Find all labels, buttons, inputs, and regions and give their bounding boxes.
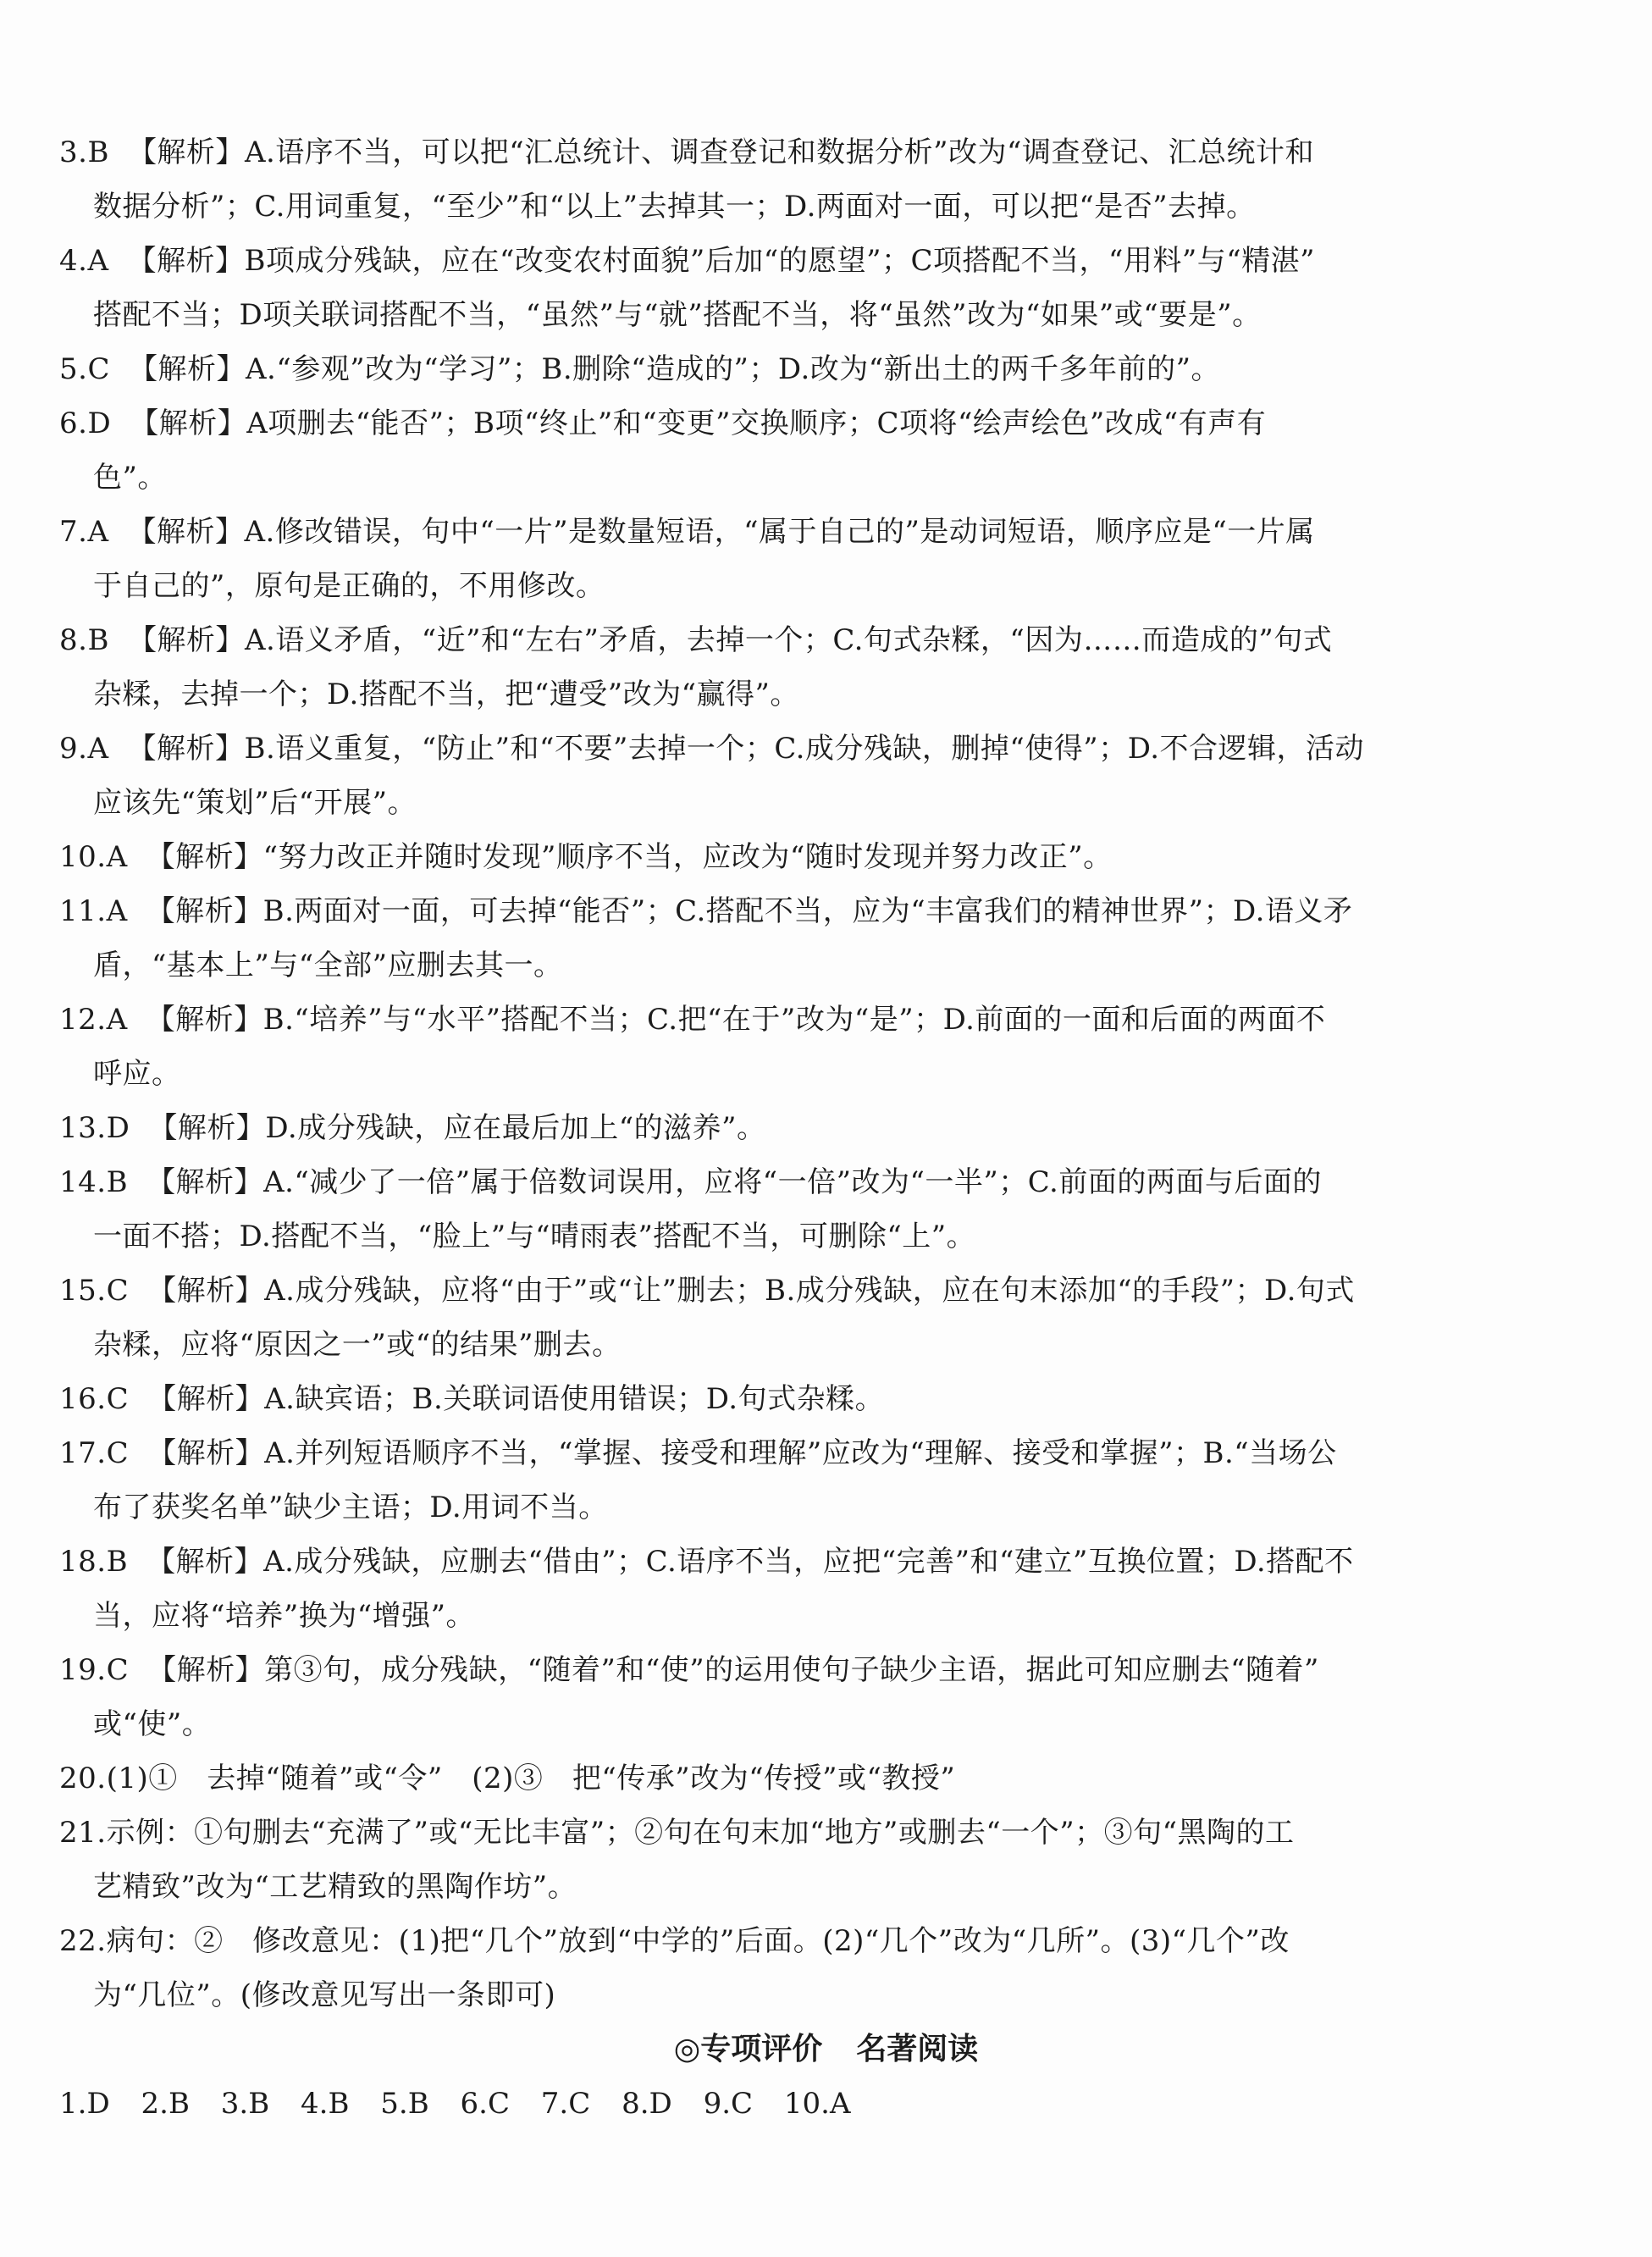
answer-entry-15 (59, 1264, 1410, 1372)
entry-number: 5.C (59, 352, 110, 386)
entry-text: A.语义矛盾，“近”和“左右”矛盾，去掉一个；C.句式杂糅，“因为……而造成的”句式 (244, 623, 1333, 657)
answer-entry-5 (59, 342, 1410, 396)
analysis-tag: 【解析】 (127, 515, 245, 549)
entry-number: 21. (59, 1816, 107, 1850)
answer-entry-19 (59, 1643, 1410, 1751)
entry-number: 13.D (59, 1111, 130, 1145)
analysis-tag: 【解析】 (146, 1003, 263, 1037)
answer-entry-4 (59, 234, 1410, 342)
entry-text-continued: 一面不搭；D.搭配不当，“脸上”与“晴雨表”搭配不当，可删除“上”。 (93, 1220, 976, 1253)
entry-text-continued: 应该先“策划”后“开展”。 (93, 786, 417, 820)
entry-text-continued: 呼应。 (93, 1057, 181, 1091)
entry-text: 第③句，成分残缺，“随着”和“使”的运用使句子缺少主语，据此可知应删去“随着” (264, 1653, 1319, 1687)
answer-item: 10.A (783, 2087, 851, 2121)
entry-number: 15.C (59, 1274, 130, 1308)
answer-entry-6 (59, 396, 1410, 505)
entry-number: 17.C (59, 1436, 130, 1470)
entry-text: 病句：② 修改意见：(1)把“几个”放到“中学的”后面。(2)“几个”改为“几所”。(3)“几个”改 (106, 1924, 1290, 1958)
answer-entry-18 (59, 1535, 1410, 1643)
answer-item: 8.D (622, 2087, 672, 2121)
analysis-tag: 【解析】 (127, 732, 245, 766)
entry-text: A.语序不当，可以把“汇总统计、调查登记和数据分析”改为“调查登记、汇总统计和 (244, 136, 1314, 169)
entry-text: A.“减少了一倍”属于倍数词误用，应将“一倍”改为“一半”；C.前面的两面与后面的 (263, 1165, 1322, 1199)
analysis-tag: 【解析】 (146, 1545, 264, 1579)
answer-item: 2.B (141, 2087, 190, 2121)
entry-number: 8.B (59, 623, 109, 657)
section-heading (0, 2024, 1652, 2075)
entry-text: 示例：①句删去“充满了”或“无比丰富”；②句在句末加“地方”或删去“一个”；③句“黑陶的工 (106, 1816, 1295, 1850)
answer-entry-16 (59, 1372, 1410, 1426)
answer-entry-3 (59, 125, 1410, 234)
analysis-tag: 【解析】 (146, 894, 263, 928)
analysis-tag: 【解析】 (130, 407, 247, 440)
entry-text-continued: 数据分析”；C.用词重复，“至少”和“以上”去掉其一；D.两面对一面，可以把“是否”去掉。 (93, 190, 1256, 224)
analysis-tag: 【解析】 (147, 1382, 265, 1416)
entry-text-continued: 当，应将“培养”换为“增强”。 (93, 1599, 476, 1633)
section-title-main: 专项评价 (700, 2032, 823, 2066)
entry-number: 20. (59, 1762, 107, 1795)
answer-entry-10 (59, 830, 1410, 884)
entry-text: A项删去“能否”；B项“终止”和“变更”交换顺序；C项将“绘声绘色”改成“有声有 (246, 407, 1267, 440)
entry-number: 9.A (59, 732, 109, 766)
section-title-sub: 名著阅读 (856, 2032, 979, 2066)
answer-entry-9 (59, 722, 1410, 830)
analysis-tag: 【解析】 (146, 1165, 264, 1199)
analysis-tag: 【解析】 (147, 1653, 265, 1687)
entry-number: 4.A (59, 244, 109, 278)
entry-text: A.成分残缺，应删去“借由”；C.语序不当，应把“完善”和“建立”互换位置；D.搭配不 (263, 1545, 1354, 1579)
answer-entry-11 (59, 884, 1410, 993)
analysis-tag: 【解析】 (127, 136, 245, 169)
answer-entry-13 (59, 1101, 1410, 1155)
entry-text-continued: 杂糅，去掉一个；D.搭配不当，把“遭受”改为“赢得”。 (93, 678, 799, 711)
answer-item: 7.C (540, 2087, 591, 2121)
answer-entry-20 (59, 1751, 1410, 1806)
entry-number: 18.B (59, 1545, 129, 1579)
entry-text: A.缺宾语；B.关联词语使用错误；D.句式杂糅。 (264, 1382, 885, 1416)
entry-text-continued: 盾，“基本上”与“全部”应删去其一。 (93, 949, 563, 982)
entry-number: 7.A (59, 515, 109, 549)
answer-entry-21 (59, 1806, 1410, 1914)
answer-item: 3.B (220, 2087, 270, 2121)
entry-number: 16.C (59, 1382, 130, 1416)
entry-text-continued: 布了获奖名单”缺少主语；D.用词不当。 (93, 1491, 608, 1524)
answer-entry-22 (59, 1914, 1410, 2022)
entry-number: 6.D (59, 407, 112, 440)
entry-text: A.成分残缺，应将“由于”或“让”删去；B.成分残缺，应在句末添加“的手段”；D.句式 (264, 1274, 1355, 1308)
entry-text-continued: 杂糅，应将“原因之一”或“的结果”删去。 (93, 1328, 622, 1362)
analysis-tag: 【解析】 (146, 840, 263, 874)
answer-entry-12 (59, 993, 1410, 1101)
answer-item: 9.C (703, 2087, 754, 2121)
entry-number: 14.B (59, 1165, 129, 1199)
analysis-tag: 【解析】 (127, 244, 245, 278)
entry-number: 22. (59, 1924, 107, 1958)
answer-item: 4.B (301, 2087, 350, 2121)
answer-item: 1.D (59, 2087, 110, 2121)
entry-text: (1)① 去掉“随着”或“令” (2)③ 把“传承”改为“传授”或“教授” (106, 1762, 956, 1795)
entry-text: B.语义重复，“防止”和“不要”去掉一个；C.成分残缺，删掉“使得”；D.不合逻辑，活动 (244, 732, 1365, 766)
entry-text: “努力改正并随时发现”顺序不当，应改为“随时发现并努力改正”。 (262, 840, 1113, 874)
section-bullet-icon: ◎ (673, 2032, 701, 2066)
entry-text-continued: 色”。 (93, 461, 167, 495)
answer-entry-14 (59, 1155, 1410, 1264)
analysis-tag: 【解析】 (147, 1274, 265, 1308)
entry-text: B.两面对一面，可去掉“能否”；C.搭配不当，应为“丰富我们的精神世界”；D.语义矛 (262, 894, 1353, 928)
entry-text-continued: 为“几位”。(修改意见写出一条即可) (93, 1978, 556, 2012)
answer-item: 5.B (380, 2087, 429, 2121)
entry-text: A.“参观”改为“学习”；B.删除“造成的”；D.改为“新出土的两千多年前的”。 (245, 352, 1221, 386)
answer-item: 6.C (460, 2087, 510, 2121)
analysis-tag: 【解析】 (147, 1436, 265, 1470)
analysis-tag: 【解析】 (148, 1111, 266, 1145)
entry-text: D.成分残缺，应在最后加上“的滋养”。 (265, 1111, 766, 1145)
entry-text-continued: 艺精致”改为“工艺精致的黑陶作坊”。 (93, 1870, 577, 1904)
entry-text: B项成分残缺，应在“改变农村面貌”后加“的愿望”；C项搭配不当，“用料”与“精湛” (244, 244, 1316, 278)
entry-number: 11.A (59, 894, 128, 928)
answer-key-row (59, 2077, 873, 2131)
answer-entry-8 (59, 613, 1410, 722)
entry-number: 3.B (59, 136, 109, 169)
entry-text-continued: 于自己的”，原句是正确的，不用修改。 (93, 569, 605, 603)
analysis-tag: 【解析】 (128, 352, 246, 386)
analysis-tag: 【解析】 (127, 623, 245, 657)
entry-text-continued: 搭配不当；D项关联词搭配不当，“虽然”与“就”搭配不当，将“虽然”改为“如果”或“要是”。 (93, 298, 1262, 332)
entry-number: 10.A (59, 840, 128, 874)
entry-text: A.修改错误，句中“一片”是数量短语，“属于自己的”是动词短语，顺序应是“一片属 (244, 515, 1315, 549)
entry-text: B.“培养”与“水平”搭配不当；C.把“在于”改为“是”；D.前面的一面和后面的两面不 (262, 1003, 1326, 1037)
entry-text: A.并列短语顺序不当，“掌握、接受和理解”应改为“理解、接受和掌握”；B.“当场公 (264, 1436, 1337, 1470)
entry-number: 19.C (59, 1653, 130, 1687)
entry-text-continued: 或“使”。 (93, 1707, 212, 1741)
entry-number: 12.A (59, 1003, 128, 1037)
answer-entry-7 (59, 505, 1410, 613)
answer-entry-17 (59, 1426, 1410, 1535)
